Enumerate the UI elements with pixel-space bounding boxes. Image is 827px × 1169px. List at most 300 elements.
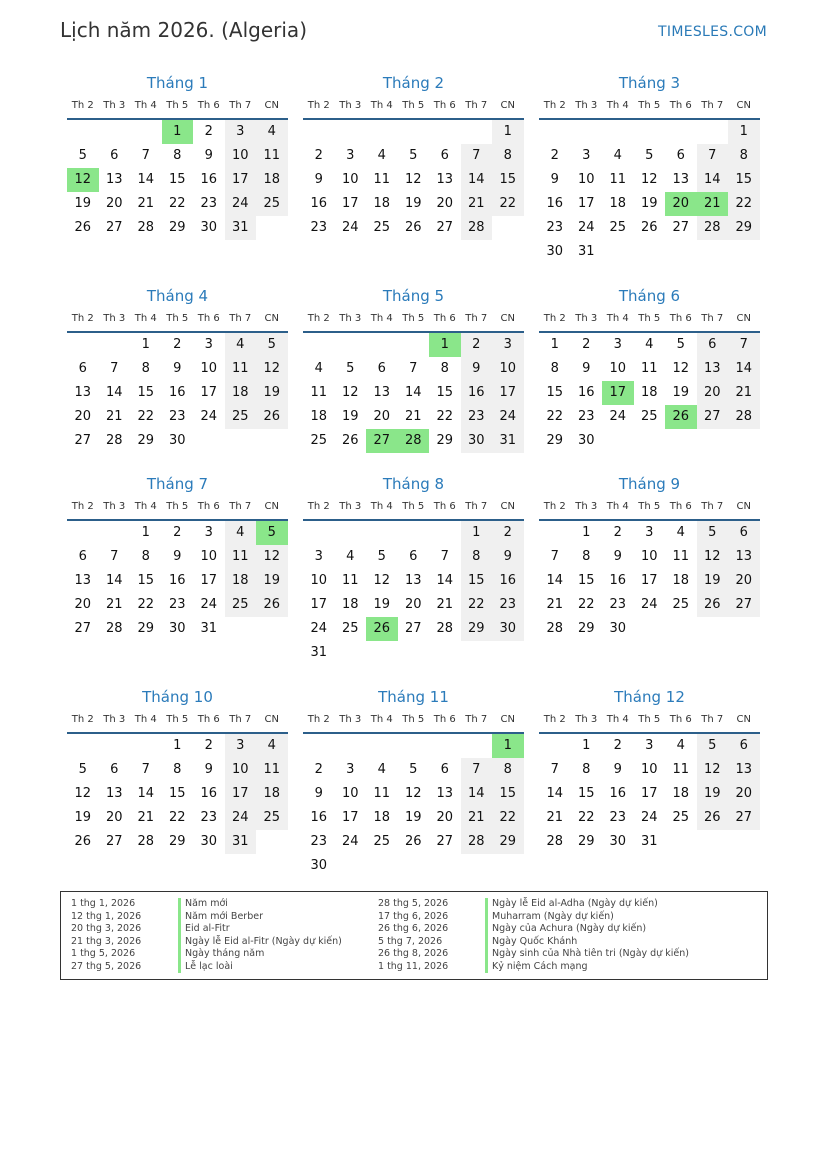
day-cell[interactable]: 22	[168, 810, 186, 825]
day-cell[interactable]: 25	[256, 806, 288, 830]
day-cell[interactable]: 20	[436, 810, 454, 825]
day-cell[interactable]: 25	[672, 810, 690, 825]
day-cell[interactable]: 19	[74, 196, 92, 211]
day-cell[interactable]: 16	[492, 569, 524, 593]
day-cell[interactable]: 17	[640, 573, 658, 588]
day-cell[interactable]: 27	[697, 405, 729, 429]
day-cell[interactable]: 17	[341, 810, 359, 825]
day-cell[interactable]: 7	[141, 148, 150, 163]
day-cell[interactable]: 5	[697, 521, 729, 545]
holiday-day[interactable]: 17	[602, 381, 634, 405]
day-cell[interactable]: 18	[672, 786, 690, 801]
day-cell[interactable]: 1	[728, 120, 760, 144]
day-cell[interactable]: 6	[110, 148, 119, 163]
day-cell[interactable]: 1	[492, 120, 524, 144]
day-cell[interactable]: 28	[105, 433, 123, 448]
day-cell[interactable]: 2	[314, 762, 323, 777]
day-cell[interactable]: 5	[676, 337, 685, 352]
day-cell[interactable]: 21	[436, 597, 454, 612]
day-cell[interactable]: 27	[436, 834, 454, 849]
day-cell[interactable]: 17	[341, 196, 359, 211]
day-cell[interactable]: 7	[461, 758, 493, 782]
day-cell[interactable]: 23	[577, 409, 595, 424]
day-cell[interactable]: 18	[373, 196, 391, 211]
day-cell[interactable]: 6	[697, 333, 729, 357]
day-cell[interactable]: 26	[404, 220, 422, 235]
day-cell[interactable]: 26	[697, 806, 729, 830]
day-cell[interactable]: 31	[200, 621, 218, 636]
day-cell[interactable]: 5	[645, 148, 654, 163]
day-cell[interactable]: 8	[173, 762, 182, 777]
day-cell[interactable]: 13	[404, 573, 422, 588]
day-cell[interactable]: 11	[672, 762, 690, 777]
day-cell[interactable]: 13	[74, 385, 92, 400]
day-cell[interactable]: 7	[461, 144, 493, 168]
day-cell[interactable]: 14	[105, 385, 123, 400]
day-cell[interactable]: 11	[310, 385, 328, 400]
day-cell[interactable]: 27	[74, 433, 92, 448]
day-cell[interactable]: 4	[256, 734, 288, 758]
day-cell[interactable]: 2	[492, 521, 524, 545]
day-cell[interactable]: 24	[640, 810, 658, 825]
holiday-day[interactable]: 1	[492, 734, 524, 758]
day-cell[interactable]: 18	[341, 597, 359, 612]
day-cell[interactable]: 6	[676, 148, 685, 163]
day-cell[interactable]: 8	[461, 545, 493, 569]
day-cell[interactable]: 3	[645, 738, 654, 753]
day-cell[interactable]: 12	[640, 172, 658, 187]
day-cell[interactable]: 17	[577, 196, 595, 211]
day-cell[interactable]: 20	[105, 810, 123, 825]
day-cell[interactable]: 21	[461, 192, 493, 216]
day-cell[interactable]: 14	[546, 786, 564, 801]
day-cell[interactable]: 28	[137, 220, 155, 235]
day-cell[interactable]: 11	[609, 172, 627, 187]
day-cell[interactable]: 7	[110, 549, 119, 564]
day-cell[interactable]: 23	[609, 597, 627, 612]
day-cell[interactable]: 13	[697, 357, 729, 381]
day-cell[interactable]: 22	[577, 597, 595, 612]
day-cell[interactable]: 29	[137, 621, 155, 636]
day-cell[interactable]: 21	[137, 196, 155, 211]
day-cell[interactable]: 13	[373, 385, 391, 400]
day-cell[interactable]: 16	[609, 786, 627, 801]
day-cell[interactable]: 23	[200, 810, 218, 825]
day-cell[interactable]: 9	[314, 786, 323, 801]
day-cell[interactable]: 30	[168, 621, 186, 636]
day-cell[interactable]: 5	[256, 333, 288, 357]
day-cell[interactable]: 15	[492, 782, 524, 806]
holiday-day[interactable]: 5	[256, 521, 288, 545]
day-cell[interactable]: 4	[676, 525, 685, 540]
day-cell[interactable]: 29	[168, 220, 186, 235]
day-cell[interactable]: 16	[168, 573, 186, 588]
day-cell[interactable]: 15	[461, 569, 493, 593]
day-cell[interactable]: 20	[373, 409, 391, 424]
day-cell[interactable]: 12	[341, 385, 359, 400]
day-cell[interactable]: 30	[492, 617, 524, 641]
day-cell[interactable]: 7	[728, 333, 760, 357]
day-cell[interactable]: 19	[404, 810, 422, 825]
day-cell[interactable]: 4	[225, 521, 257, 545]
day-cell[interactable]: 7	[697, 144, 729, 168]
day-cell[interactable]: 20	[74, 597, 92, 612]
day-cell[interactable]: 28	[105, 621, 123, 636]
day-cell[interactable]: 2	[461, 333, 493, 357]
holiday-day[interactable]: 21	[697, 192, 729, 216]
day-cell[interactable]: 10	[609, 361, 627, 376]
day-cell[interactable]: 24	[640, 597, 658, 612]
day-cell[interactable]: 24	[225, 806, 257, 830]
day-cell[interactable]: 9	[613, 762, 622, 777]
day-cell[interactable]: 3	[613, 337, 622, 352]
day-cell[interactable]: 4	[377, 762, 386, 777]
day-cell[interactable]: 8	[550, 361, 559, 376]
day-cell[interactable]: 15	[168, 786, 186, 801]
day-cell[interactable]: 2	[550, 148, 559, 163]
day-cell[interactable]: 5	[377, 549, 386, 564]
brand-link[interactable]: TIMESLES.COM	[658, 24, 767, 40]
day-cell[interactable]: 29	[546, 433, 564, 448]
day-cell[interactable]: 21	[546, 810, 564, 825]
day-cell[interactable]: 23	[168, 409, 186, 424]
day-cell[interactable]: 8	[492, 758, 524, 782]
day-cell[interactable]: 23	[200, 196, 218, 211]
day-cell[interactable]: 31	[310, 645, 328, 660]
day-cell[interactable]: 28	[546, 621, 564, 636]
day-cell[interactable]: 4	[225, 333, 257, 357]
day-cell[interactable]: 24	[609, 409, 627, 424]
day-cell[interactable]: 19	[672, 385, 690, 400]
day-cell[interactable]: 30	[200, 220, 218, 235]
day-cell[interactable]: 8	[582, 549, 591, 564]
day-cell[interactable]: 15	[577, 573, 595, 588]
day-cell[interactable]: 18	[225, 569, 257, 593]
day-cell[interactable]: 24	[492, 405, 524, 429]
day-cell[interactable]: 22	[436, 409, 454, 424]
day-cell[interactable]: 11	[373, 172, 391, 187]
day-cell[interactable]: 27	[728, 806, 760, 830]
day-cell[interactable]: 10	[492, 357, 524, 381]
day-cell[interactable]: 20	[436, 196, 454, 211]
day-cell[interactable]: 17	[310, 597, 328, 612]
day-cell[interactable]: 27	[672, 220, 690, 235]
day-cell[interactable]: 17	[492, 381, 524, 405]
day-cell[interactable]: 23	[492, 593, 524, 617]
day-cell[interactable]: 31	[225, 216, 257, 240]
day-cell[interactable]: 16	[577, 385, 595, 400]
day-cell[interactable]: 12	[697, 545, 729, 569]
day-cell[interactable]: 20	[697, 381, 729, 405]
day-cell[interactable]: 5	[78, 148, 87, 163]
day-cell[interactable]: 2	[613, 738, 622, 753]
day-cell[interactable]: 29	[577, 621, 595, 636]
holiday-day[interactable]: 28	[398, 429, 430, 453]
day-cell[interactable]: 18	[310, 409, 328, 424]
day-cell[interactable]: 14	[461, 782, 493, 806]
day-cell[interactable]: 29	[492, 830, 524, 854]
day-cell[interactable]: 3	[225, 734, 257, 758]
day-cell[interactable]: 20	[105, 196, 123, 211]
day-cell[interactable]: 10	[200, 361, 218, 376]
day-cell[interactable]: 6	[110, 762, 119, 777]
day-cell[interactable]: 25	[640, 409, 658, 424]
day-cell[interactable]: 14	[105, 573, 123, 588]
day-cell[interactable]: 13	[74, 573, 92, 588]
day-cell[interactable]: 15	[577, 786, 595, 801]
day-cell[interactable]: 16	[168, 385, 186, 400]
holiday-day[interactable]: 26	[665, 405, 697, 429]
day-cell[interactable]: 26	[697, 593, 729, 617]
day-cell[interactable]: 1	[141, 337, 150, 352]
day-cell[interactable]: 19	[256, 381, 288, 405]
day-cell[interactable]: 23	[461, 405, 493, 429]
day-cell[interactable]: 12	[74, 786, 92, 801]
day-cell[interactable]: 11	[341, 573, 359, 588]
day-cell[interactable]: 27	[728, 593, 760, 617]
day-cell[interactable]: 15	[492, 168, 524, 192]
holiday-day[interactable]: 26	[366, 617, 398, 641]
day-cell[interactable]: 7	[440, 549, 449, 564]
day-cell[interactable]: 13	[436, 172, 454, 187]
day-cell[interactable]: 29	[728, 216, 760, 240]
day-cell[interactable]: 27	[105, 220, 123, 235]
day-cell[interactable]: 26	[74, 220, 92, 235]
day-cell[interactable]: 27	[404, 621, 422, 636]
day-cell[interactable]: 4	[314, 361, 323, 376]
day-cell[interactable]: 8	[492, 144, 524, 168]
day-cell[interactable]: 24	[225, 192, 257, 216]
day-cell[interactable]: 6	[377, 361, 386, 376]
day-cell[interactable]: 8	[141, 549, 150, 564]
day-cell[interactable]: 7	[550, 762, 559, 777]
day-cell[interactable]: 23	[310, 834, 328, 849]
day-cell[interactable]: 18	[256, 168, 288, 192]
day-cell[interactable]: 27	[74, 621, 92, 636]
day-cell[interactable]: 8	[728, 144, 760, 168]
day-cell[interactable]: 19	[697, 569, 729, 593]
day-cell[interactable]: 1	[550, 337, 559, 352]
day-cell[interactable]: 10	[341, 172, 359, 187]
day-cell[interactable]: 26	[404, 834, 422, 849]
day-cell[interactable]: 22	[168, 196, 186, 211]
day-cell[interactable]: 5	[697, 734, 729, 758]
day-cell[interactable]: 8	[173, 148, 182, 163]
day-cell[interactable]: 5	[346, 361, 355, 376]
day-cell[interactable]: 11	[373, 786, 391, 801]
day-cell[interactable]: 24	[341, 834, 359, 849]
day-cell[interactable]: 25	[225, 405, 257, 429]
day-cell[interactable]: 30	[200, 834, 218, 849]
day-cell[interactable]: 1	[461, 521, 493, 545]
day-cell[interactable]: 2	[173, 337, 182, 352]
day-cell[interactable]: 3	[582, 148, 591, 163]
day-cell[interactable]: 15	[168, 172, 186, 187]
day-cell[interactable]: 16	[200, 172, 218, 187]
day-cell[interactable]: 3	[204, 337, 213, 352]
day-cell[interactable]: 25	[341, 621, 359, 636]
day-cell[interactable]: 21	[728, 381, 760, 405]
day-cell[interactable]: 5	[409, 762, 418, 777]
day-cell[interactable]: 22	[492, 806, 524, 830]
day-cell[interactable]: 25	[256, 192, 288, 216]
day-cell[interactable]: 26	[256, 405, 288, 429]
day-cell[interactable]: 6	[728, 734, 760, 758]
day-cell[interactable]: 9	[314, 172, 323, 187]
day-cell[interactable]: 26	[256, 593, 288, 617]
day-cell[interactable]: 9	[173, 361, 182, 376]
day-cell[interactable]: 7	[110, 361, 119, 376]
day-cell[interactable]: 11	[640, 361, 658, 376]
day-cell[interactable]: 19	[256, 569, 288, 593]
day-cell[interactable]: 18	[256, 782, 288, 806]
day-cell[interactable]: 29	[577, 834, 595, 849]
day-cell[interactable]: 30	[546, 244, 564, 259]
day-cell[interactable]: 19	[404, 196, 422, 211]
day-cell[interactable]: 12	[256, 545, 288, 569]
day-cell[interactable]: 6	[409, 549, 418, 564]
day-cell[interactable]: 10	[310, 573, 328, 588]
day-cell[interactable]: 18	[640, 385, 658, 400]
day-cell[interactable]: 25	[225, 593, 257, 617]
day-cell[interactable]: 22	[546, 409, 564, 424]
day-cell[interactable]: 13	[728, 758, 760, 782]
day-cell[interactable]: 6	[728, 521, 760, 545]
day-cell[interactable]: 11	[256, 758, 288, 782]
day-cell[interactable]: 28	[546, 834, 564, 849]
day-cell[interactable]: 30	[461, 429, 493, 453]
day-cell[interactable]: 29	[436, 433, 454, 448]
day-cell[interactable]: 15	[546, 385, 564, 400]
day-cell[interactable]: 29	[461, 617, 493, 641]
day-cell[interactable]: 3	[204, 525, 213, 540]
day-cell[interactable]: 9	[492, 545, 524, 569]
day-cell[interactable]: 2	[314, 148, 323, 163]
day-cell[interactable]: 28	[436, 621, 454, 636]
day-cell[interactable]: 21	[546, 597, 564, 612]
day-cell[interactable]: 23	[609, 810, 627, 825]
day-cell[interactable]: 22	[137, 597, 155, 612]
day-cell[interactable]: 10	[577, 172, 595, 187]
day-cell[interactable]: 10	[225, 144, 257, 168]
day-cell[interactable]: 31	[492, 429, 524, 453]
day-cell[interactable]: 2	[204, 738, 213, 753]
day-cell[interactable]: 16	[310, 810, 328, 825]
day-cell[interactable]: 30	[609, 621, 627, 636]
day-cell[interactable]: 17	[225, 782, 257, 806]
day-cell[interactable]: 27	[105, 834, 123, 849]
day-cell[interactable]: 24	[341, 220, 359, 235]
day-cell[interactable]: 6	[440, 148, 449, 163]
day-cell[interactable]: 19	[74, 810, 92, 825]
day-cell[interactable]: 4	[613, 148, 622, 163]
day-cell[interactable]: 22	[728, 192, 760, 216]
day-cell[interactable]: 25	[373, 834, 391, 849]
holiday-day[interactable]: 20	[665, 192, 697, 216]
day-cell[interactable]: 16	[200, 786, 218, 801]
day-cell[interactable]: 4	[256, 120, 288, 144]
day-cell[interactable]: 12	[373, 573, 391, 588]
day-cell[interactable]: 18	[225, 381, 257, 405]
day-cell[interactable]: 11	[672, 549, 690, 564]
day-cell[interactable]: 26	[341, 433, 359, 448]
day-cell[interactable]: 1	[141, 525, 150, 540]
day-cell[interactable]: 22	[461, 593, 493, 617]
day-cell[interactable]: 31	[640, 834, 658, 849]
day-cell[interactable]: 26	[640, 220, 658, 235]
day-cell[interactable]: 7	[409, 361, 418, 376]
day-cell[interactable]: 10	[225, 758, 257, 782]
day-cell[interactable]: 13	[105, 786, 123, 801]
day-cell[interactable]: 5	[409, 148, 418, 163]
holiday-day[interactable]: 12	[67, 168, 99, 192]
day-cell[interactable]: 24	[310, 621, 328, 636]
day-cell[interactable]: 30	[310, 858, 328, 873]
day-cell[interactable]: 14	[404, 385, 422, 400]
day-cell[interactable]: 4	[346, 549, 355, 564]
day-cell[interactable]: 20	[728, 782, 760, 806]
day-cell[interactable]: 20	[404, 597, 422, 612]
day-cell[interactable]: 3	[314, 549, 323, 564]
day-cell[interactable]: 10	[200, 549, 218, 564]
day-cell[interactable]: 12	[672, 361, 690, 376]
day-cell[interactable]: 21	[105, 597, 123, 612]
day-cell[interactable]: 25	[310, 433, 328, 448]
day-cell[interactable]: 6	[78, 549, 87, 564]
day-cell[interactable]: 29	[168, 834, 186, 849]
day-cell[interactable]: 10	[341, 786, 359, 801]
day-cell[interactable]: 14	[546, 573, 564, 588]
day-cell[interactable]: 30	[609, 834, 627, 849]
day-cell[interactable]: 9	[461, 357, 493, 381]
day-cell[interactable]: 21	[404, 409, 422, 424]
day-cell[interactable]: 18	[373, 810, 391, 825]
day-cell[interactable]: 22	[492, 192, 524, 216]
day-cell[interactable]: 13	[436, 786, 454, 801]
day-cell[interactable]: 15	[728, 168, 760, 192]
day-cell[interactable]: 28	[728, 405, 760, 429]
day-cell[interactable]: 8	[141, 361, 150, 376]
day-cell[interactable]: 28	[697, 216, 729, 240]
day-cell[interactable]: 15	[137, 385, 155, 400]
day-cell[interactable]: 28	[137, 834, 155, 849]
day-cell[interactable]: 9	[204, 762, 213, 777]
day-cell[interactable]: 19	[640, 196, 658, 211]
day-cell[interactable]: 9	[204, 148, 213, 163]
day-cell[interactable]: 3	[225, 120, 257, 144]
day-cell[interactable]: 3	[492, 333, 524, 357]
day-cell[interactable]: 14	[137, 786, 155, 801]
day-cell[interactable]: 25	[373, 220, 391, 235]
day-cell[interactable]: 21	[137, 810, 155, 825]
day-cell[interactable]: 11	[225, 357, 257, 381]
day-cell[interactable]: 10	[640, 762, 658, 777]
day-cell[interactable]: 4	[377, 148, 386, 163]
day-cell[interactable]: 19	[697, 782, 729, 806]
day-cell[interactable]: 25	[609, 220, 627, 235]
day-cell[interactable]: 21	[105, 409, 123, 424]
day-cell[interactable]: 21	[461, 806, 493, 830]
day-cell[interactable]: 17	[200, 385, 218, 400]
day-cell[interactable]: 23	[168, 597, 186, 612]
day-cell[interactable]: 7	[141, 762, 150, 777]
day-cell[interactable]: 23	[546, 220, 564, 235]
day-cell[interactable]: 9	[613, 549, 622, 564]
day-cell[interactable]: 3	[645, 525, 654, 540]
day-cell[interactable]: 6	[440, 762, 449, 777]
day-cell[interactable]: 13	[728, 545, 760, 569]
day-cell[interactable]: 12	[256, 357, 288, 381]
